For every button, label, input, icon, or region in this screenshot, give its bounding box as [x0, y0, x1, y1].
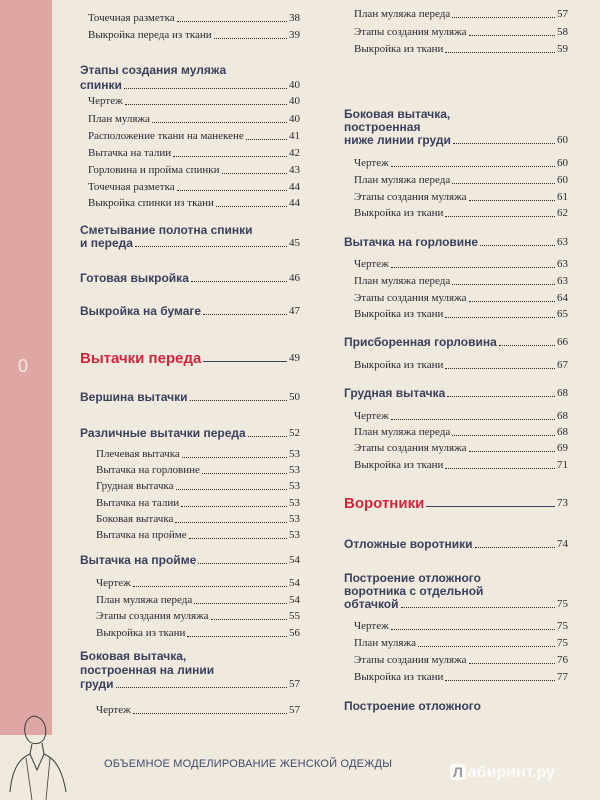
toc-section-title-line: построенная на линии: [80, 663, 215, 677]
dot-leader: [453, 143, 555, 144]
toc-section-title: обтачкой: [344, 597, 399, 611]
toc-entry[interactable]: [354, 410, 568, 423]
toc-page-number: 42: [289, 147, 300, 159]
toc-entry[interactable]: [354, 174, 568, 187]
toc-chapter[interactable]: [80, 352, 300, 365]
toc-entry[interactable]: [354, 442, 568, 455]
toc-page-number: 54: [289, 554, 300, 566]
chapter-rule: [203, 361, 287, 362]
toc-page-number: 62: [557, 207, 568, 219]
toc-entry[interactable]: [354, 26, 568, 39]
dot-leader: [190, 400, 287, 401]
toc-entry[interactable]: [88, 130, 300, 143]
toc-entry[interactable]: [88, 181, 300, 194]
toc-page-number: 43: [289, 164, 300, 176]
edge-page-number: 0: [18, 356, 29, 376]
toc-section[interactable]: [344, 336, 568, 349]
toc-page-number: 76: [557, 654, 568, 666]
toc-page-number: 44: [289, 181, 300, 193]
toc-section-title: Различные вытачки переда: [80, 426, 246, 440]
dot-leader: [198, 563, 287, 564]
watermark: [450, 764, 555, 782]
dot-leader: [480, 245, 555, 246]
toc-section[interactable]: [80, 272, 300, 285]
toc-page-number: 50: [289, 391, 300, 403]
toc-entry[interactable]: [88, 197, 300, 210]
toc-page-number: 46: [289, 272, 300, 284]
toc-entry[interactable]: [354, 191, 568, 204]
watermark-logo-icon: Л: [450, 764, 466, 780]
dot-leader: [452, 183, 555, 184]
dot-leader: [248, 436, 287, 437]
toc-entry-title: Вытачка на пройме: [96, 529, 187, 541]
dot-leader: [216, 206, 287, 207]
toc-section-title: ниже линии груди: [344, 133, 451, 147]
dot-leader: [391, 166, 555, 167]
toc-entry-title: План муляжа переда: [96, 594, 193, 606]
dot-leader: [211, 619, 287, 620]
dot-leader: [133, 713, 287, 714]
toc-page-number: 64: [557, 292, 568, 304]
toc-entry-title: Плечевая вытачка: [96, 448, 180, 460]
toc-entry[interactable]: [354, 620, 568, 633]
toc-page-number: 60: [557, 174, 568, 186]
toc-page-number: 60: [557, 157, 568, 169]
toc-entry-title: План муляжа переда: [354, 174, 451, 186]
toc-entry-title: Вытачка на талии: [88, 147, 172, 159]
toc-entry-title: Этапы создания муляжа: [96, 610, 209, 622]
toc-entry-title: Грудная вытачка: [96, 480, 174, 492]
dot-leader: [124, 88, 287, 89]
dot-leader: [469, 301, 555, 302]
toc-entry[interactable]: [354, 8, 568, 21]
dot-leader: [445, 216, 555, 217]
toc-entry[interactable]: [354, 43, 568, 56]
dot-leader: [418, 646, 555, 647]
dot-leader: [152, 122, 287, 123]
toc-entry-title: Выкройка из ткани: [354, 671, 444, 683]
toc-entry[interactable]: [96, 448, 300, 461]
toc-entry[interactable]: [354, 157, 568, 170]
toc-page-number: 45: [289, 237, 300, 249]
toc-entry-title: Этапы создания муляжа: [354, 442, 467, 454]
toc-page-number: 53: [289, 529, 300, 541]
toc-section[interactable]: [344, 236, 568, 249]
dot-leader: [177, 21, 287, 22]
toc-page-number: 41: [289, 130, 300, 142]
toc-page-number: 53: [289, 497, 300, 509]
toc-page-number: 74: [557, 538, 568, 550]
toc-entry-title: Вытачка на горловине: [96, 464, 200, 476]
toc-entry[interactable]: [354, 292, 568, 305]
toc-entry-title: Выкройка из ткани: [354, 359, 444, 371]
toc-entry-title: Горловина и пройма спинки: [88, 164, 220, 176]
toc-page-number: 73: [557, 497, 568, 509]
toc-page-number: 53: [289, 448, 300, 460]
dot-leader: [182, 457, 287, 458]
toc-page-number: 49: [289, 352, 300, 364]
book-footer-title: ОБЪЕМНОЕ МОДЕЛИРОВАНИЕ ЖЕНСКОЙ ОДЕЖДЫ: [104, 758, 393, 770]
toc-page-number: 53: [289, 464, 300, 476]
toc-page-number: 57: [557, 8, 568, 20]
dot-leader: [452, 17, 555, 18]
toc-entry[interactable]: [96, 480, 300, 493]
toc-page-number: 52: [289, 427, 300, 439]
toc-page-number: 40: [289, 113, 300, 125]
toc-page-number: 39: [289, 29, 300, 41]
dot-leader: [447, 396, 555, 397]
toc-page-number: 40: [289, 79, 300, 91]
dot-leader: [445, 52, 555, 53]
toc-entry[interactable]: [354, 359, 568, 372]
toc-entry-title: Этапы создания муляжа: [354, 191, 467, 203]
toc-entry[interactable]: [96, 497, 300, 510]
dot-leader: [452, 284, 555, 285]
dot-leader: [187, 636, 287, 637]
toc-page-number: 57: [289, 704, 300, 716]
chapter-rule: [426, 506, 555, 507]
dot-leader: [391, 267, 555, 268]
dot-leader: [189, 538, 287, 539]
toc-entry[interactable]: [354, 671, 568, 684]
toc-entry-title: Чертеж: [96, 704, 131, 716]
toc-entry[interactable]: [96, 594, 300, 607]
toc-entry-title: Выкройка из ткани: [354, 459, 444, 471]
toc-section-title: Готовая выкройка: [80, 271, 189, 285]
toc-section-title[interactable]: Построение отложного: [344, 699, 481, 713]
toc-section-title-line: Построение отложного: [344, 571, 481, 585]
toc-entry-title: План муляжа переда: [354, 275, 451, 287]
dot-leader: [499, 345, 555, 346]
toc-entry[interactable]: [354, 426, 568, 439]
dot-leader: [133, 586, 287, 587]
toc-entry-title: Чертеж: [354, 620, 389, 632]
dot-leader: [135, 246, 287, 247]
toc-page-number: 53: [289, 513, 300, 525]
dot-leader: [391, 419, 555, 420]
dot-leader: [445, 317, 555, 318]
toc-entry-title: Выкройка из ткани: [354, 308, 444, 320]
toc-entry-title: Боковая вытачка: [96, 513, 174, 525]
toc-entry[interactable]: [354, 654, 568, 667]
dot-leader: [469, 35, 555, 36]
toc-section-title-line: Этапы создания муляжа: [80, 63, 227, 77]
toc-entry[interactable]: [354, 637, 568, 650]
toc-entry[interactable]: [354, 308, 568, 321]
dot-leader: [214, 38, 287, 39]
toc-page-number: 71: [557, 459, 568, 471]
toc-entry[interactable]: [96, 577, 300, 590]
toc-entry-title: План муляжа переда: [354, 426, 451, 438]
toc-page-number: 53: [289, 480, 300, 492]
dot-leader: [452, 435, 555, 436]
dot-leader: [175, 522, 287, 523]
toc-page-number: 60: [557, 134, 568, 146]
dot-leader: [246, 139, 287, 140]
toc-section[interactable]: [344, 598, 568, 611]
dot-leader: [181, 506, 287, 507]
toc-page-number: 75: [557, 637, 568, 649]
toc-page-number: 54: [289, 577, 300, 589]
toc-section-title-line: Боковая вытачка,: [344, 107, 451, 121]
toc-entry[interactable]: [96, 704, 300, 717]
toc-section-title: Вытачка на пройме: [80, 553, 197, 567]
toc-page-number: 47: [289, 305, 300, 317]
dot-leader: [203, 314, 287, 315]
dot-leader: [469, 200, 555, 201]
toc-entry-title: Расположение ткани на манекене: [88, 130, 244, 142]
dot-leader: [191, 281, 287, 282]
toc-page-number: 65: [557, 308, 568, 320]
dot-leader: [125, 104, 287, 105]
toc-page-number: 40: [289, 95, 300, 107]
dot-leader: [469, 451, 555, 452]
toc-section[interactable]: [80, 79, 300, 92]
toc-page-number: 66: [557, 336, 568, 348]
dot-leader: [445, 468, 555, 469]
toc-entry-title: План муляжа: [354, 637, 416, 649]
toc-entry-title: Точечная разметка: [88, 181, 175, 193]
fashion-figure-sketch-icon: [6, 712, 76, 800]
toc-entry[interactable]: [88, 29, 300, 42]
toc-entry-title: Выкройка спинки из ткани: [88, 197, 214, 209]
toc-section[interactable]: [344, 134, 568, 147]
toc-page-number: 68: [557, 410, 568, 422]
toc-section-title-line: Сметывание полотна спинки: [80, 223, 253, 237]
toc-page-number: 59: [557, 43, 568, 55]
toc-entry-title: Чертеж: [354, 410, 389, 422]
toc-page-number: 58: [557, 26, 568, 38]
dot-leader: [177, 190, 287, 191]
toc-entry-title: Этапы создания муляжа: [354, 26, 467, 38]
dot-leader: [445, 368, 555, 369]
toc-entry-title: План муляжа: [88, 113, 150, 125]
toc-entry[interactable]: [354, 258, 568, 271]
toc-page-number: 75: [557, 620, 568, 632]
toc-page-number: 55: [289, 610, 300, 622]
toc-section-title: Грудная вытачка: [344, 386, 446, 400]
toc-section-title: спинки: [80, 78, 122, 92]
toc-chapter-title: Воротники: [344, 495, 425, 512]
toc-entry-title: План муляжа переда: [354, 8, 451, 20]
toc-entry[interactable]: [96, 610, 300, 623]
toc-entry-title: Выкройка переда из ткани: [88, 29, 212, 41]
dot-leader: [194, 603, 287, 604]
dot-leader: [116, 687, 287, 688]
toc-chapter-title: Вытачки переда: [80, 350, 202, 367]
toc-entry-title: Чертеж: [96, 577, 131, 589]
toc-chapter[interactable]: [344, 497, 568, 510]
toc-section-title: Присборенная горловина: [344, 335, 497, 349]
toc-entry-title: Этапы создания муляжа: [354, 292, 467, 304]
toc-section-title: Отложные воротники: [344, 537, 473, 551]
toc-entry[interactable]: [88, 164, 300, 177]
toc-section[interactable]: [80, 678, 300, 691]
toc-entry-title: Чертеж: [354, 258, 389, 270]
toc-section[interactable]: [80, 427, 300, 440]
toc-entry[interactable]: [96, 627, 300, 640]
toc-entry[interactable]: [96, 513, 300, 526]
toc-entry[interactable]: [88, 12, 300, 25]
toc-entry[interactable]: [88, 147, 300, 160]
toc-entry[interactable]: [88, 95, 300, 108]
toc-entry[interactable]: [354, 275, 568, 288]
toc-page-number: 57: [289, 678, 300, 690]
toc-page-number: 63: [557, 236, 568, 248]
toc-entry-title: Точечная разметка: [88, 12, 175, 24]
toc-section[interactable]: [80, 391, 300, 404]
dot-leader: [469, 663, 555, 664]
toc-page-number: 56: [289, 627, 300, 639]
toc-section-title: груди: [80, 677, 114, 691]
toc-page-number: 44: [289, 197, 300, 209]
dot-leader: [173, 156, 287, 157]
dot-leader: [176, 489, 287, 490]
toc-page-number: 68: [557, 426, 568, 438]
toc-section[interactable]: [344, 387, 568, 400]
toc-entry-title: Этапы создания муляжа: [354, 654, 467, 666]
watermark-text: абиринт.ру: [467, 764, 556, 781]
toc-page-number: 54: [289, 594, 300, 606]
toc-section-title-line: построенная: [344, 120, 421, 134]
toc-section-title: Выкройка на бумаге: [80, 304, 202, 318]
toc-section[interactable]: [80, 554, 300, 567]
toc-page-number: 69: [557, 442, 568, 454]
dot-leader: [222, 173, 287, 174]
toc-entry-title: Выкройка из ткани: [354, 43, 444, 55]
toc-page-number: 63: [557, 275, 568, 287]
dot-leader: [401, 607, 555, 608]
dot-leader: [445, 680, 555, 681]
toc-section[interactable]: [344, 538, 568, 551]
toc-page-number: 67: [557, 359, 568, 371]
toc-page-number: 68: [557, 387, 568, 399]
toc-entry[interactable]: [354, 207, 568, 220]
toc-entry-title: Вытачка на талии: [96, 497, 180, 509]
toc-section[interactable]: [80, 305, 300, 318]
toc-entry-title: Выкройка из ткани: [354, 207, 444, 219]
toc-page-number: 38: [289, 12, 300, 24]
toc-section-title-line: воротника с отдельной: [344, 584, 484, 598]
toc-entry[interactable]: [88, 113, 300, 126]
dot-leader: [475, 547, 556, 548]
toc-section-title: Вытачка на горловине: [344, 235, 479, 249]
toc-entry-title: Чертеж: [88, 95, 123, 107]
toc-entry[interactable]: [96, 464, 300, 477]
toc-entry-title: Чертеж: [354, 157, 389, 169]
toc-section-title-line: Боковая вытачка,: [80, 649, 187, 663]
toc-entry[interactable]: [354, 459, 568, 472]
toc-entry-title: Выкройка из ткани: [96, 627, 186, 639]
toc-page-number: 75: [557, 598, 568, 610]
toc-section[interactable]: [80, 237, 300, 250]
toc-page-number: 63: [557, 258, 568, 270]
dot-leader: [391, 629, 555, 630]
toc-page-number: 77: [557, 671, 568, 683]
dot-leader: [202, 473, 287, 474]
toc-section-title: Вершина вытачки: [80, 390, 188, 404]
toc-entry[interactable]: [96, 529, 300, 542]
toc-page-number: 61: [557, 191, 568, 203]
toc-section-title: и переда: [80, 236, 133, 250]
